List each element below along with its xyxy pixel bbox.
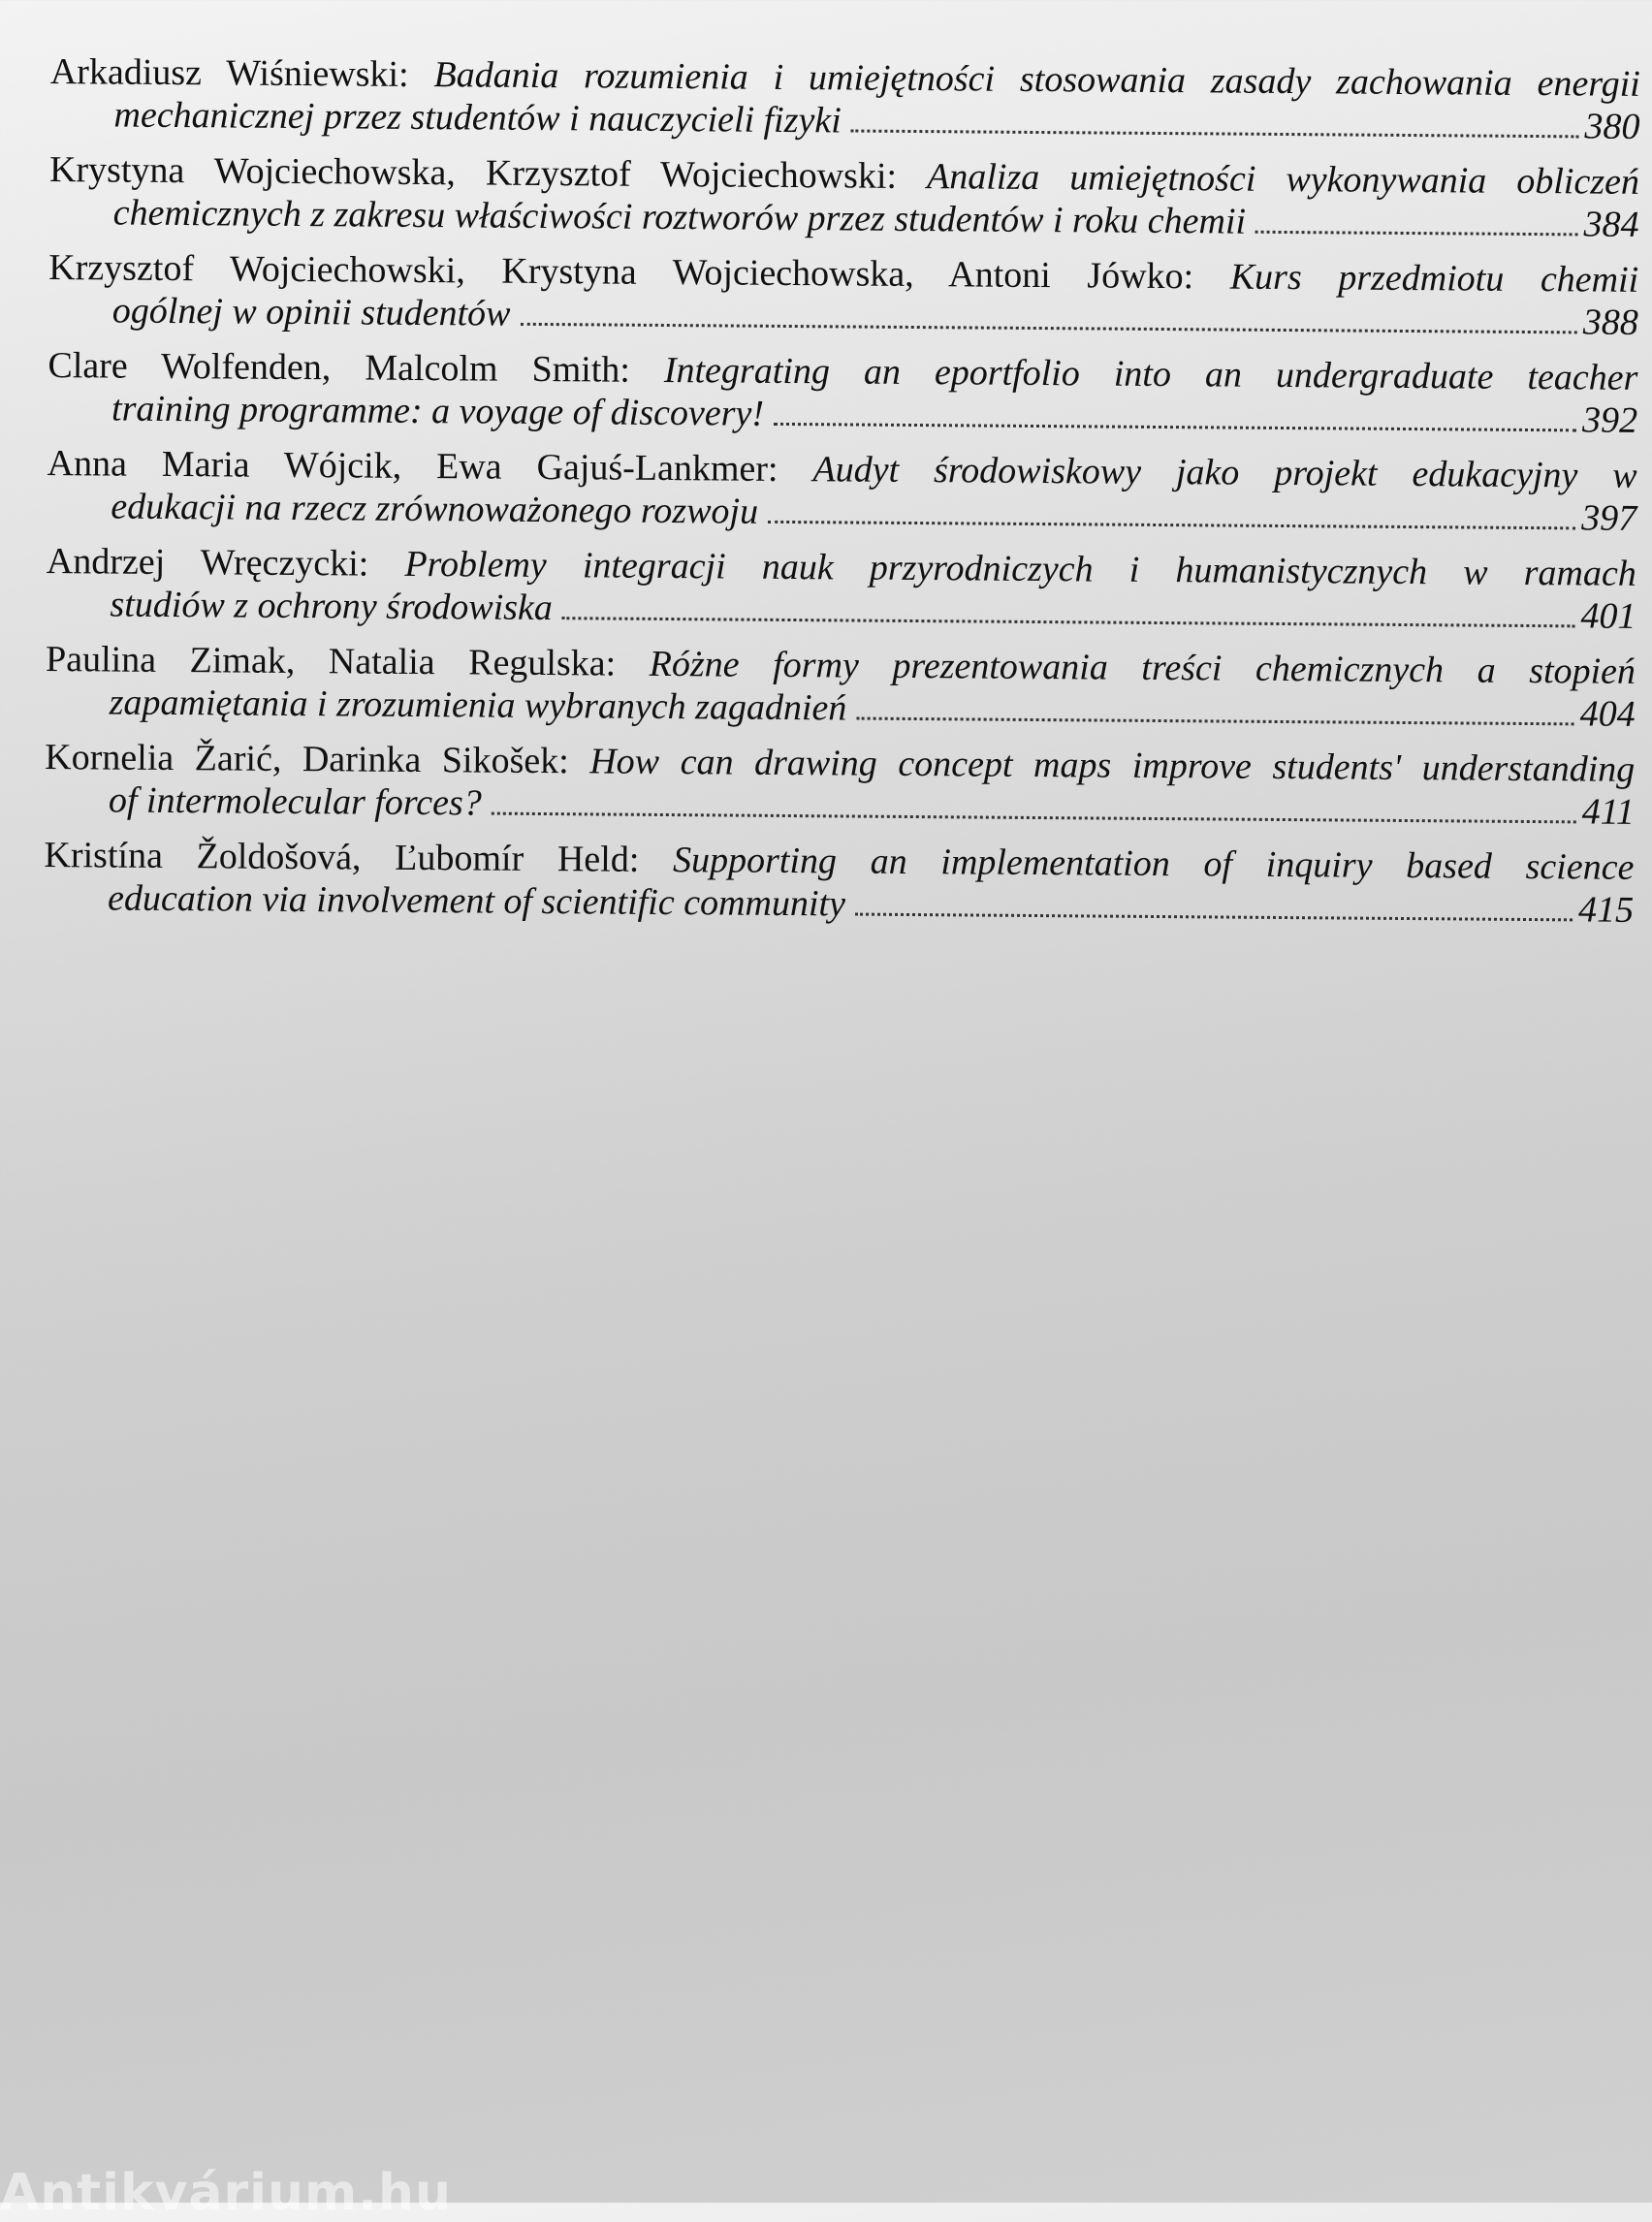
dot-leader [492, 811, 1576, 824]
entry-page-number: 415 [1577, 889, 1635, 931]
entry-page-number: 384 [1583, 204, 1639, 245]
entry-page-number: 392 [1581, 399, 1638, 441]
table-of-contents [44, 50, 1640, 944]
dot-leader [520, 322, 1576, 334]
entry-title: Badania rozumienia i umiejętności stosowania zasady zachowania energii [433, 54, 1640, 105]
toc-entry [44, 834, 1635, 932]
entry-page-number: 411 [1581, 791, 1636, 833]
toc-entry [49, 148, 1640, 246]
entry-authors: Krystyna Wojciechowska, Krzysztof Wojciechowski: [48, 148, 898, 197]
dot-leader [562, 616, 1575, 627]
dot-leader [768, 520, 1575, 530]
dot-leader [851, 128, 1579, 138]
entry-title: How can drawing concept maps improve students' understanding [589, 741, 1636, 790]
entry-title-continued: studiów z ochrony środowiska [110, 584, 554, 629]
entry-page-number: 404 [1579, 693, 1636, 735]
dot-leader [1255, 230, 1578, 237]
entry-title: Audyt środowiskowy jako projekt edukacyjny w [812, 449, 1637, 496]
entry-title-continued: chemicznych z zakresu właściwości roztworów przez studentów i roku chemii [112, 192, 1247, 242]
entry-title: Integrating an eportfolio into an undergraduate teacher [663, 349, 1638, 398]
entry-title: Analiza umiejętności wykonywania obliczeń [926, 156, 1640, 203]
entry-page-number: 401 [1580, 595, 1636, 637]
entry-authors: Kornelia Žarić, Darinka Sikošek: [45, 736, 569, 782]
entry-page-number: 388 [1582, 302, 1639, 343]
toc-entry [48, 246, 1639, 344]
entry-title-continued: zapamiętania i zrozumienia wybranych zagadnień [109, 682, 847, 729]
entry-title-continued: of intermolecular forces? [108, 779, 482, 824]
entry-authors: Paulina Zimak, Natalia Regulska: [45, 638, 617, 684]
entry-title: Różne formy prezentowania treści chemicznych a stopień [649, 643, 1636, 692]
toc-entry [46, 638, 1636, 736]
toc-entry [45, 736, 1636, 834]
entry-authors: Anna Maria Wójcik, Ewa Gajuś-Lankmer: [47, 442, 778, 490]
entry-authors: Krzysztof Wojciechowski, Krystyna Wojciechowska, Antoni Jówko: [48, 246, 1194, 298]
dot-leader [855, 912, 1573, 922]
entry-title-continued: mechanicznej przez studentów i nauczycieli fizyki [113, 94, 842, 142]
toc-entry [47, 442, 1637, 540]
entry-title-continued: education via involvement of scientific community [107, 877, 846, 925]
toc-entry [48, 344, 1638, 442]
entry-authors: Kristína Žoldošová, Ľubomír Held: [44, 834, 640, 880]
dot-leader [774, 422, 1576, 432]
entry-title: Kurs przedmiotu chemii [1229, 256, 1639, 301]
entry-title-continued: training programme: a voyage of discovery! [111, 388, 765, 434]
entry-authors: Arkadiusz Wiśniewski: [49, 50, 409, 95]
dot-leader [856, 716, 1573, 726]
entry-page-number: 397 [1581, 497, 1637, 539]
entry-title-continued: edukacji na rzecz zrównoważonego rozwoju [111, 486, 759, 532]
toc-entry [46, 540, 1636, 638]
entry-authors: Andrzej Wręczycki: [46, 540, 369, 585]
entry-title: Supporting an implementation of inquiry based science [672, 840, 1635, 888]
entry-title-continued: ogólnej w opinii studentów [111, 290, 511, 334]
entry-title: Problemy integracji nauk przyrodniczych i humanistycznych w ramach [404, 543, 1636, 594]
watermark: Antikvárium.hu [0, 2164, 452, 2222]
entry-authors: Clare Wolfenden, Malcolm Smith: [48, 344, 631, 391]
entry-page-number: 380 [1584, 106, 1640, 147]
toc-entry [49, 50, 1640, 148]
